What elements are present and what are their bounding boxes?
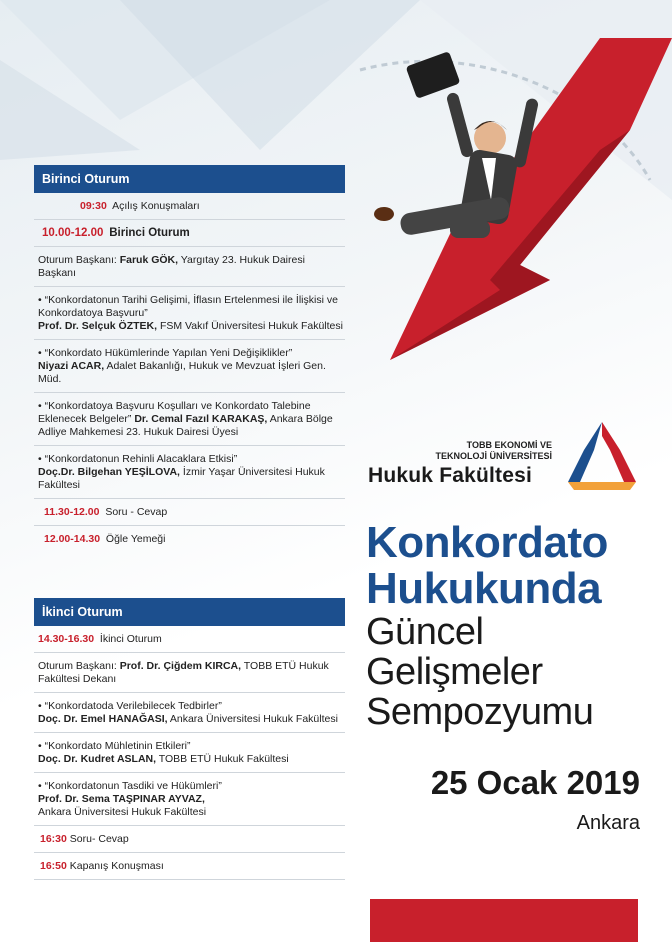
schedule-row xyxy=(34,626,345,653)
talk-row xyxy=(34,733,345,773)
label: Açılış Konuşmaları xyxy=(112,200,200,212)
event-date: 25 Ocak 2019 xyxy=(430,764,640,801)
tobb-etu-logo-icon xyxy=(564,420,640,492)
affiliation: Ankara Üniversitesi Hukuk Fakültesi xyxy=(169,713,338,725)
schedule-row xyxy=(34,653,345,693)
title-line4: Sempozyumu xyxy=(366,691,594,733)
university-line1: TOBB EKONOMİ VE xyxy=(466,440,552,450)
faculty-name: Hukuk Fakültesi xyxy=(368,464,533,487)
speaker: Doç. Dr. Kudret ASLAN, xyxy=(38,753,157,765)
schedule-row xyxy=(34,499,345,526)
speaker: Doç.Dr. Bilgehan YEŞİLOVA, xyxy=(38,466,180,478)
talk-row xyxy=(34,773,345,826)
label: Kapanış Konuşması xyxy=(69,860,164,872)
affiliation: Adalet Bakanlığı, Hukuk ve Mevzuat İşleri Gen. Müd. xyxy=(38,360,326,385)
talk-title: • “Konkordatonun Tasdiki ve Hükümleri” xyxy=(38,780,222,792)
time: 16:30 xyxy=(40,833,67,845)
chair-title: Yargıtay 23. Hukuk Dairesi Başkanı xyxy=(38,254,305,279)
university-line2: TEKNOLOJİ ÜNİVERSİTESİ xyxy=(435,451,552,461)
speaker: Doç. Dr. Emel HANAĞASI, xyxy=(38,713,168,725)
schedule-row xyxy=(34,826,345,853)
time: 09:30 xyxy=(80,200,107,212)
university-logo xyxy=(366,418,646,498)
time: 12.00-14.30 xyxy=(44,533,101,545)
event-title xyxy=(366,520,656,732)
session1-header: Birinci Oturum xyxy=(34,165,345,193)
briefcase-icon xyxy=(406,51,461,99)
schedule-row xyxy=(34,853,345,880)
talk-title: • “Konkordatoda Verilebilecek Tedbirler” xyxy=(38,700,222,712)
falling-arrow-illustration xyxy=(350,30,672,390)
title-line3: Güncel Gelişmeler xyxy=(366,611,543,693)
talk-row xyxy=(34,340,345,393)
session2-header: İkinci Oturum xyxy=(34,598,345,626)
chair-title: TOBB ETÜ Hukuk Fakültesi Dekanı xyxy=(38,660,329,685)
talk-row xyxy=(34,287,345,340)
talk-title: • “Konkordatoya Başvuru Koşulları ve Konkordato Talebine Eklenecek Belgeler” xyxy=(38,400,311,425)
chair-name: Faruk GÖK, xyxy=(119,254,179,266)
affiliation: İzmir Yaşar Üniversitesi Hukuk Fakültesi xyxy=(38,466,325,491)
label: Öğle Yemeği xyxy=(105,533,166,545)
title-line1: Konkordato xyxy=(366,518,608,567)
program-schedule xyxy=(34,165,345,880)
affiliation: Ankara Bölge Adliye Mahkemesi 23. Hukuk Dairesi Üyesi xyxy=(38,413,333,438)
time: 10.00-12.00 xyxy=(42,227,104,239)
time: 11.30-12.00 xyxy=(44,506,100,518)
schedule-row xyxy=(34,247,345,287)
label: Birinci Oturum xyxy=(109,227,190,239)
affiliation: FSM Vakıf Üniversitesi Hukuk Fakültesi xyxy=(159,320,343,332)
chair-prefix: Oturum Başkanı: xyxy=(38,254,117,266)
speaker: Prof. Dr. Sema TAŞPINAR AYVAZ, xyxy=(38,793,205,805)
label: Soru - Cevap xyxy=(105,506,168,518)
title-line2: Hukukunda xyxy=(366,564,602,613)
speaker: Dr. Cemal Fazıl KARAKAŞ, xyxy=(134,413,268,425)
footer-red-bar xyxy=(370,899,638,942)
label: İkinci Oturum xyxy=(99,633,162,645)
university-name xyxy=(435,440,552,462)
affiliation: Ankara Üniversitesi Hukuk Fakültesi xyxy=(38,806,207,818)
speaker: Prof. Dr. Selçuk ÖZTEK, xyxy=(38,320,158,332)
schedule-row xyxy=(34,220,345,247)
time: 16:50 xyxy=(40,860,67,872)
affiliation: TOBB ETÜ Hukuk Fakültesi xyxy=(158,753,289,765)
talk-row xyxy=(34,393,345,446)
talk-title: • “Konkordato Mühletinin Etkileri” xyxy=(38,740,191,752)
event-city: Ankara xyxy=(576,812,640,834)
talk-title: • “Konkordatonun Rehinli Alacaklara Etkisi” xyxy=(38,453,238,465)
talk-title: • “Konkordato Hükümlerinde Yapılan Yeni Değişiklikler” xyxy=(38,347,293,359)
talk-row xyxy=(34,446,345,499)
time: 14.30-16.30 xyxy=(38,633,95,645)
chair-prefix: Oturum Başkanı: xyxy=(38,660,117,672)
talk-title: • “Konkordatonun Tarihi Gelişimi, İflasın Ertelenmesi ile İlişkisi ve Konkordatoya Başvuru” xyxy=(38,294,338,319)
chair-name: Prof. Dr. Çiğdem KIRCA, xyxy=(119,660,242,672)
label: Soru- Cevap xyxy=(69,833,129,845)
schedule-row xyxy=(34,193,345,220)
schedule-row xyxy=(34,526,345,552)
speaker: Niyazi ACAR, xyxy=(38,360,105,372)
talk-row xyxy=(34,693,345,733)
